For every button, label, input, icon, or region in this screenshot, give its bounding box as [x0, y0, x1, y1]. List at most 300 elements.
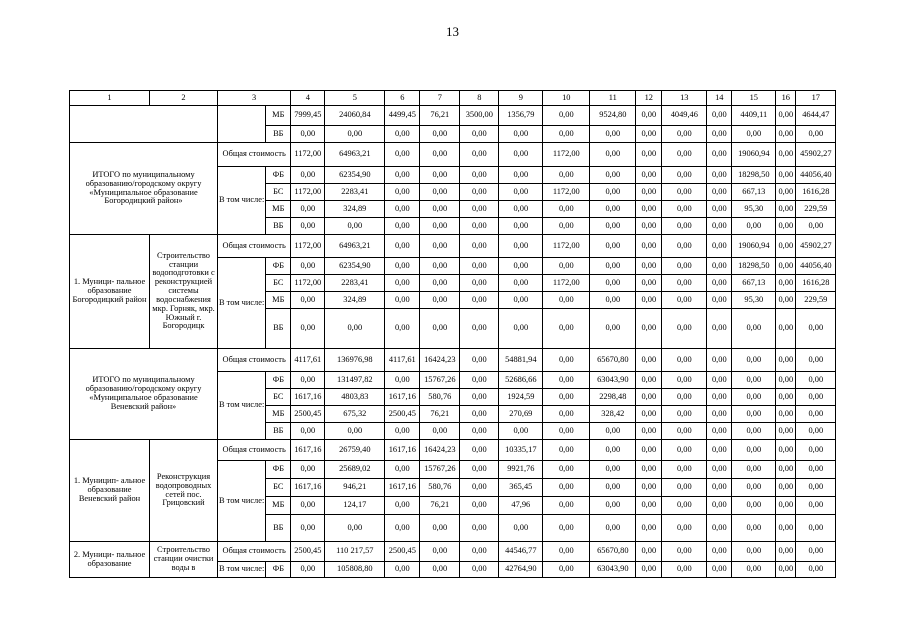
value-cell: 0,00	[707, 218, 732, 235]
value-cell: 0,00	[460, 542, 499, 562]
value-cell: 7999,45	[291, 106, 325, 126]
value-cell: 131497,82	[325, 372, 385, 389]
value-cell: 0,00	[796, 349, 836, 372]
value-cell: 0,00	[385, 309, 420, 349]
value-cell: 324,89	[325, 201, 385, 218]
value-cell: 0,00	[590, 143, 636, 167]
fund-label: БС	[266, 275, 291, 292]
value-cell: 0,00	[460, 349, 499, 372]
value-cell: 0,00	[662, 349, 707, 372]
value-cell: 0,00	[662, 479, 707, 497]
value-cell: 0,00	[543, 440, 590, 461]
value-cell: 136976,98	[325, 349, 385, 372]
value-cell: 15767,26	[420, 461, 460, 479]
value-cell: 229,59	[796, 292, 836, 309]
value-cell: 0,00	[662, 389, 707, 406]
value-cell: 0,00	[707, 143, 732, 167]
value-cell: 0,00	[543, 461, 590, 479]
value-cell: 62354,90	[325, 167, 385, 184]
value-cell: 0,00	[707, 106, 732, 126]
value-cell: 0,00	[460, 372, 499, 389]
value-cell: 0,00	[636, 372, 662, 389]
value-cell: 0,00	[499, 143, 543, 167]
value-cell: 0,00	[776, 201, 796, 218]
value-cell: 0,00	[776, 235, 796, 258]
value-cell: 1616,28	[796, 275, 836, 292]
value-cell: 1617,16	[291, 479, 325, 497]
value-cell: 4117,61	[291, 349, 325, 372]
value-cell: 4409,11	[732, 106, 776, 126]
value-cell: 0,00	[776, 143, 796, 167]
value-cell: 0,00	[636, 143, 662, 167]
value-cell: 2500,45	[385, 406, 420, 423]
item-number: 1.	[73, 476, 83, 486]
table-row	[70, 235, 836, 258]
value-cell: 63043,90	[590, 372, 636, 389]
value-cell: 0,00	[385, 184, 420, 201]
value-cell: 0,00	[499, 515, 543, 542]
value-cell: 0,00	[707, 372, 732, 389]
value-cell: 65670,80	[590, 349, 636, 372]
value-cell: 18298,50	[732, 258, 776, 275]
value-cell: 0,00	[636, 258, 662, 275]
value-cell: 0,00	[291, 292, 325, 309]
value-cell: 1172,00	[291, 235, 325, 258]
value-cell: 0,00	[590, 309, 636, 349]
fund-label: МБ	[266, 406, 291, 423]
value-cell: 0,00	[732, 406, 776, 423]
table-row	[70, 143, 836, 167]
header-cell: 15	[732, 91, 776, 106]
fund-label: БС	[266, 184, 291, 201]
value-cell: 0,00	[796, 389, 836, 406]
value-cell: 0,00	[590, 440, 636, 461]
value-cell: 0,00	[662, 275, 707, 292]
value-cell: 0,00	[662, 126, 707, 143]
value-cell: 19060,94	[732, 143, 776, 167]
value-cell: 0,00	[776, 542, 796, 562]
value-cell: 0,00	[543, 479, 590, 497]
value-cell: 0,00	[385, 515, 420, 542]
value-cell: 0,00	[420, 562, 460, 578]
value-cell: 0,00	[543, 126, 590, 143]
fund-label: ФБ	[266, 372, 291, 389]
value-cell: 675,32	[325, 406, 385, 423]
value-cell: 0,00	[662, 497, 707, 515]
value-cell: 0,00	[636, 126, 662, 143]
value-cell: 63043,90	[590, 562, 636, 578]
value-cell: 0,00	[707, 389, 732, 406]
value-cell: 0,00	[776, 562, 796, 578]
incl-label: В том числе:	[218, 461, 266, 542]
value-cell: 105808,80	[325, 562, 385, 578]
value-cell: 0,00	[543, 309, 590, 349]
value-cell: 4499,45	[385, 106, 420, 126]
value-cell: 0,00	[707, 423, 732, 440]
value-cell: 4803,83	[325, 389, 385, 406]
value-cell: 0,00	[776, 309, 796, 349]
value-cell: 95,30	[732, 292, 776, 309]
value-cell: 0,00	[460, 406, 499, 423]
value-cell: 1356,79	[499, 106, 543, 126]
value-cell: 4049,46	[662, 106, 707, 126]
value-cell: 0,00	[796, 515, 836, 542]
fund-label: ВБ	[266, 218, 291, 235]
value-cell: 0,00	[499, 184, 543, 201]
value-cell: 0,00	[707, 126, 732, 143]
value-cell: 1172,00	[543, 235, 590, 258]
value-cell: 0,00	[707, 292, 732, 309]
value-cell: 1617,16	[291, 389, 325, 406]
value-cell: 124,17	[325, 497, 385, 515]
value-cell: 0,00	[385, 218, 420, 235]
value-cell: 0,00	[543, 562, 590, 578]
fund-label: ФБ	[266, 167, 291, 184]
value-cell: 0,00	[385, 235, 420, 258]
value-cell: 0,00	[776, 423, 796, 440]
value-cell: 19060,94	[732, 235, 776, 258]
value-cell: 0,00	[590, 497, 636, 515]
value-cell: 76,21	[420, 406, 460, 423]
value-cell: 0,00	[662, 218, 707, 235]
value-cell: 0,00	[636, 106, 662, 126]
header-cell: 2	[150, 91, 218, 106]
value-cell: 0,00	[499, 258, 543, 275]
value-cell: 0,00	[732, 461, 776, 479]
value-cell: 0,00	[636, 389, 662, 406]
value-cell: 0,00	[636, 440, 662, 461]
value-cell: 0,00	[460, 167, 499, 184]
table-header-row	[70, 91, 836, 106]
value-cell: 0,00	[662, 542, 707, 562]
value-cell: 0,00	[732, 515, 776, 542]
value-cell: 0,00	[732, 309, 776, 349]
value-cell: 365,45	[499, 479, 543, 497]
value-cell: 0,00	[543, 167, 590, 184]
value-cell: 0,00	[707, 515, 732, 542]
value-cell: 9921,76	[499, 461, 543, 479]
value-cell: 4644,47	[796, 106, 836, 126]
municipality-cell	[70, 542, 150, 578]
value-cell: 0,00	[590, 515, 636, 542]
value-cell: 0,00	[420, 309, 460, 349]
section-title: ИТОГО по муниципальному образованию/городскому округу «Муниципальное образование Веневский район»	[70, 349, 218, 440]
value-cell: 0,00	[707, 309, 732, 349]
value-cell: 0,00	[291, 372, 325, 389]
value-cell: 0,00	[460, 440, 499, 461]
value-cell: 76,21	[420, 497, 460, 515]
value-cell: 0,00	[420, 515, 460, 542]
total-label: Общая стоимость	[218, 542, 291, 562]
value-cell: 0,00	[543, 349, 590, 372]
fund-label: ВБ	[266, 515, 291, 542]
value-cell: 667,13	[732, 275, 776, 292]
value-cell: 0,00	[460, 497, 499, 515]
value-cell: 0,00	[325, 126, 385, 143]
value-cell: 0,00	[636, 167, 662, 184]
header-cell: 1	[70, 91, 150, 106]
value-cell: 0,00	[776, 497, 796, 515]
value-cell: 0,00	[776, 440, 796, 461]
value-cell: 0,00	[543, 542, 590, 562]
value-cell: 0,00	[636, 349, 662, 372]
value-cell: 580,76	[420, 479, 460, 497]
value-cell: 16424,23	[420, 349, 460, 372]
value-cell: 0,00	[460, 275, 499, 292]
page-number: 13	[446, 24, 459, 39]
value-cell: 0,00	[662, 258, 707, 275]
value-cell: 0,00	[796, 461, 836, 479]
value-cell: 10335,17	[499, 440, 543, 461]
value-cell: 0,00	[707, 497, 732, 515]
value-cell: 0,00	[662, 143, 707, 167]
value-cell: 0,00	[385, 167, 420, 184]
value-cell: 0,00	[385, 562, 420, 578]
value-cell: 0,00	[590, 461, 636, 479]
object-name: Строительство станции водоподготовки с реконструкцией системы водоснабжения мкр. Горняк, мкр. Южный г. Богородицк	[150, 235, 218, 349]
municipality-name: Муницип- альное образование Веневский район	[78, 476, 146, 503]
table-row	[70, 542, 836, 562]
value-cell: 0,00	[385, 201, 420, 218]
value-cell: 0,00	[776, 218, 796, 235]
value-cell: 0,00	[732, 497, 776, 515]
value-cell: 47,96	[499, 497, 543, 515]
value-cell: 0,00	[732, 440, 776, 461]
value-cell: 0,00	[707, 258, 732, 275]
header-cell: 4	[291, 91, 325, 106]
value-cell: 0,00	[499, 309, 543, 349]
value-cell: 0,00	[325, 309, 385, 349]
value-cell: 0,00	[590, 201, 636, 218]
value-cell: 0,00	[636, 201, 662, 218]
value-cell: 0,00	[543, 201, 590, 218]
header-cell: 17	[796, 91, 836, 106]
value-cell: 0,00	[796, 440, 836, 461]
value-cell: 0,00	[707, 562, 732, 578]
value-cell: 0,00	[707, 479, 732, 497]
value-cell: 0,00	[385, 143, 420, 167]
value-cell: 45902,27	[796, 143, 836, 167]
table-row	[70, 440, 836, 461]
value-cell: 0,00	[460, 235, 499, 258]
fund-label: ФБ	[266, 258, 291, 275]
value-cell: 52686,66	[499, 372, 543, 389]
value-cell: 0,00	[776, 258, 796, 275]
value-cell: 0,00	[796, 562, 836, 578]
value-cell: 0,00	[420, 201, 460, 218]
value-cell: 0,00	[291, 515, 325, 542]
header-cell: 8	[460, 91, 499, 106]
value-cell: 1172,00	[543, 275, 590, 292]
value-cell: 0,00	[543, 372, 590, 389]
value-cell: 0,00	[590, 275, 636, 292]
value-cell: 15767,26	[420, 372, 460, 389]
header-cell: 9	[499, 91, 543, 106]
incl-label: В том числе:	[218, 167, 266, 235]
value-cell: 324,89	[325, 292, 385, 309]
value-cell: 0,00	[460, 218, 499, 235]
value-cell: 0,00	[385, 292, 420, 309]
value-cell: 0,00	[543, 515, 590, 542]
municipality-name: Муници- пальное образование	[82, 549, 146, 568]
value-cell: 0,00	[325, 218, 385, 235]
total-label: Общая стоимость	[218, 440, 291, 461]
value-cell: 0,00	[707, 461, 732, 479]
value-cell: 0,00	[636, 479, 662, 497]
value-cell: 0,00	[385, 497, 420, 515]
item-number: 2.	[73, 549, 83, 559]
value-cell: 0,00	[776, 349, 796, 372]
fund-label: БС	[266, 389, 291, 406]
value-cell: 229,59	[796, 201, 836, 218]
value-cell: 0,00	[590, 292, 636, 309]
fund-label: МБ	[266, 292, 291, 309]
value-cell: 270,69	[499, 406, 543, 423]
value-cell: 26759,40	[325, 440, 385, 461]
value-cell: 0,00	[776, 479, 796, 497]
value-cell: 24060,84	[325, 106, 385, 126]
value-cell: 44056,40	[796, 258, 836, 275]
value-cell: 0,00	[420, 235, 460, 258]
value-cell: 0,00	[796, 479, 836, 497]
value-cell: 0,00	[732, 479, 776, 497]
value-cell: 0,00	[636, 406, 662, 423]
value-cell: 0,00	[291, 167, 325, 184]
value-cell: 580,76	[420, 389, 460, 406]
value-cell: 110 217,57	[325, 542, 385, 562]
value-cell: 0,00	[662, 372, 707, 389]
value-cell: 0,00	[385, 275, 420, 292]
value-cell: 16424,23	[420, 440, 460, 461]
fund-label: МБ	[266, 106, 291, 126]
value-cell: 0,00	[796, 218, 836, 235]
value-cell: 0,00	[543, 423, 590, 440]
value-cell: 1172,00	[291, 275, 325, 292]
value-cell: 0,00	[636, 497, 662, 515]
value-cell: 0,00	[499, 423, 543, 440]
value-cell: 0,00	[636, 218, 662, 235]
value-cell: 0,00	[636, 562, 662, 578]
value-cell: 18298,50	[732, 167, 776, 184]
value-cell: 0,00	[590, 167, 636, 184]
value-cell: 0,00	[796, 423, 836, 440]
header-cell: 3	[218, 91, 291, 106]
value-cell: 328,42	[590, 406, 636, 423]
value-cell: 0,00	[732, 542, 776, 562]
value-cell: 54881,94	[499, 349, 543, 372]
value-cell: 95,30	[732, 201, 776, 218]
value-cell: 0,00	[776, 406, 796, 423]
value-cell: 0,00	[776, 275, 796, 292]
value-cell: 0,00	[499, 275, 543, 292]
value-cell: 0,00	[776, 167, 796, 184]
value-cell: 0,00	[420, 258, 460, 275]
value-cell: 0,00	[662, 309, 707, 349]
value-cell: 0,00	[385, 372, 420, 389]
value-cell: 2298,48	[590, 389, 636, 406]
value-cell: 0,00	[291, 497, 325, 515]
value-cell: 0,00	[325, 423, 385, 440]
value-cell: 0,00	[543, 497, 590, 515]
value-cell: 0,00	[460, 126, 499, 143]
value-cell: 0,00	[732, 423, 776, 440]
value-cell: 1172,00	[543, 143, 590, 167]
header-cell: 7	[420, 91, 460, 106]
value-cell: 1617,16	[385, 479, 420, 497]
header-cell: 16	[776, 91, 796, 106]
value-cell: 0,00	[460, 292, 499, 309]
value-cell: 0,00	[796, 309, 836, 349]
municipality-name: Муници- пальное образование Богородицкий район	[72, 277, 147, 304]
value-cell: 2500,45	[291, 406, 325, 423]
value-cell: 62354,90	[325, 258, 385, 275]
value-cell: 0,00	[776, 389, 796, 406]
value-cell: 0,00	[499, 201, 543, 218]
value-cell: 0,00	[636, 309, 662, 349]
value-cell: 0,00	[662, 184, 707, 201]
value-cell: 0,00	[776, 106, 796, 126]
value-cell: 0,00	[291, 309, 325, 349]
value-cell: 0,00	[796, 372, 836, 389]
value-cell: 0,00	[776, 184, 796, 201]
value-cell: 0,00	[662, 423, 707, 440]
value-cell: 0,00	[707, 167, 732, 184]
empty-cell	[218, 106, 266, 143]
fund-label: ФБ	[266, 562, 291, 578]
incl-label: В том числе:	[218, 258, 266, 349]
value-cell: 0,00	[776, 515, 796, 542]
value-cell: 0,00	[543, 218, 590, 235]
value-cell: 0,00	[732, 562, 776, 578]
value-cell: 42764,90	[499, 562, 543, 578]
header-cell: 10	[543, 91, 590, 106]
item-number: 1.	[73, 277, 83, 287]
value-cell: 0,00	[662, 461, 707, 479]
value-cell: 0,00	[291, 562, 325, 578]
incl-label: В том числе:	[218, 562, 266, 578]
section-title: ИТОГО по муниципальному образованию/городскому округу «Муниципальное образование Богородицкий район»	[70, 143, 218, 235]
value-cell: 0,00	[460, 143, 499, 167]
value-cell: 0,00	[662, 515, 707, 542]
value-cell: 0,00	[420, 184, 460, 201]
total-label: Общая стоимость	[218, 235, 291, 258]
value-cell: 0,00	[590, 218, 636, 235]
value-cell: 0,00	[291, 258, 325, 275]
value-cell: 0,00	[385, 126, 420, 143]
fund-label: ФБ	[266, 461, 291, 479]
value-cell: 0,00	[662, 292, 707, 309]
table-row	[70, 106, 836, 126]
value-cell: 0,00	[291, 461, 325, 479]
value-cell: 0,00	[499, 126, 543, 143]
value-cell: 0,00	[499, 235, 543, 258]
value-cell: 0,00	[460, 201, 499, 218]
value-cell: 0,00	[636, 461, 662, 479]
value-cell: 1172,00	[291, 184, 325, 201]
value-cell: 1172,00	[291, 143, 325, 167]
value-cell: 64963,21	[325, 143, 385, 167]
value-cell: 0,00	[590, 235, 636, 258]
value-cell: 0,00	[543, 292, 590, 309]
value-cell: 0,00	[590, 184, 636, 201]
value-cell: 0,00	[420, 167, 460, 184]
value-cell: 0,00	[420, 218, 460, 235]
value-cell: 0,00	[732, 218, 776, 235]
value-cell: 0,00	[636, 542, 662, 562]
value-cell: 2283,41	[325, 275, 385, 292]
value-cell: 0,00	[636, 184, 662, 201]
value-cell: 0,00	[543, 106, 590, 126]
